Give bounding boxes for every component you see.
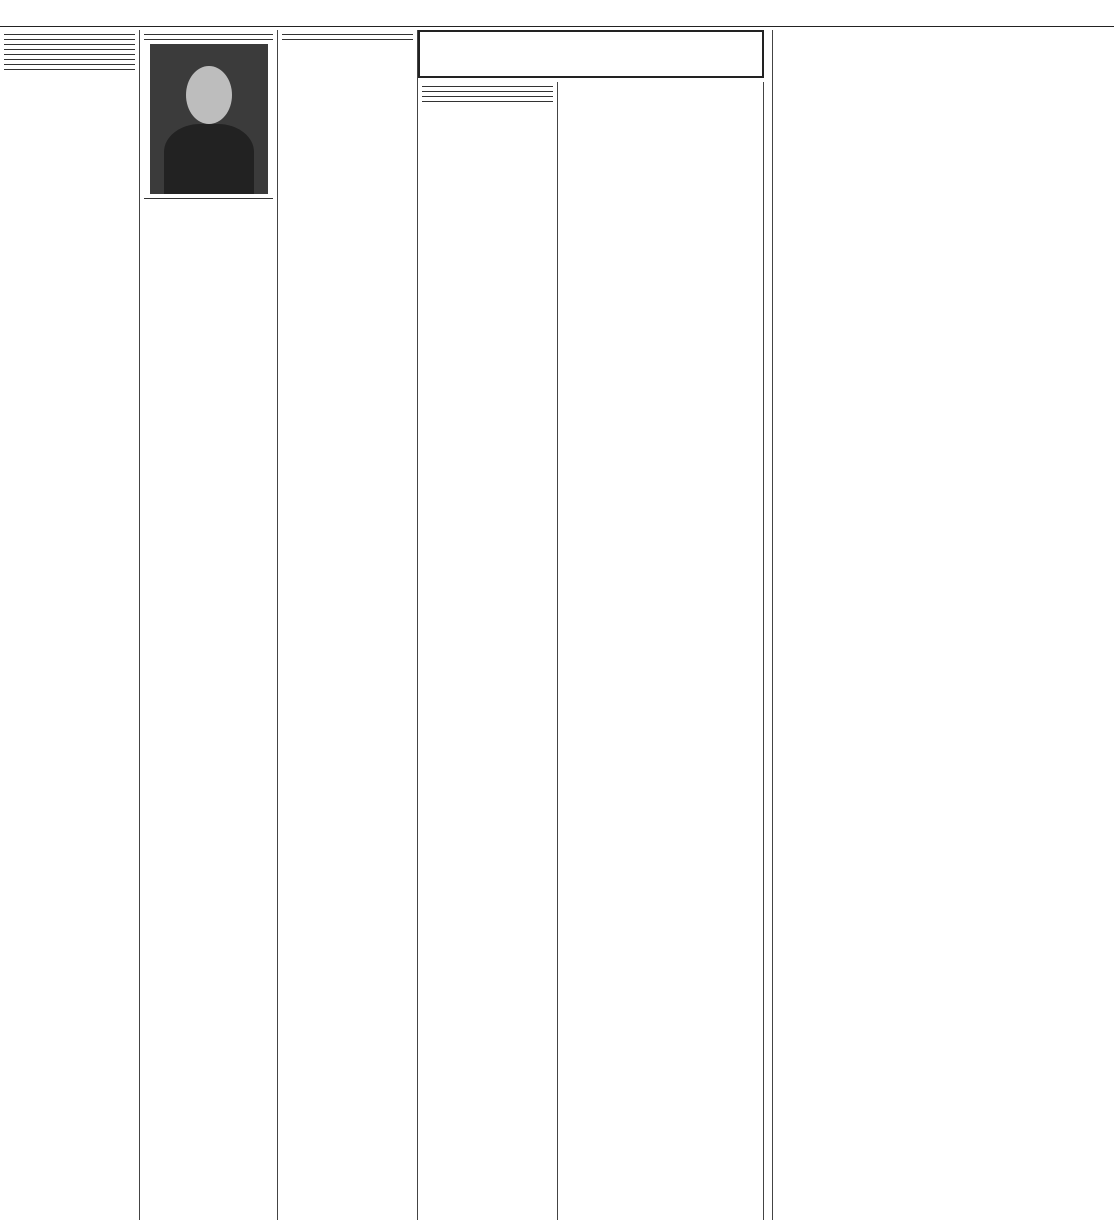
column-5 [558, 82, 764, 1220]
column-1 [0, 30, 140, 1220]
divider [4, 49, 135, 50]
divider [282, 34, 413, 35]
column-4 [418, 82, 558, 1220]
divider [422, 96, 553, 97]
column-2 [140, 30, 278, 1220]
divider [4, 34, 135, 35]
divider [4, 44, 135, 45]
portrait-face [186, 66, 232, 124]
divider [4, 69, 135, 70]
divider [422, 86, 553, 87]
column-3 [278, 30, 418, 1220]
divider [144, 198, 273, 199]
divider [4, 39, 135, 40]
divider [144, 34, 273, 35]
divider [4, 59, 135, 60]
divider [282, 39, 413, 40]
divider [144, 39, 273, 40]
divider [4, 64, 135, 65]
masthead [0, 0, 1114, 27]
divider [422, 91, 553, 92]
portrait-photo-duncan [150, 44, 268, 194]
turf-banner-box [418, 30, 764, 78]
portrait-body [164, 124, 254, 194]
divider [4, 54, 135, 55]
divider [422, 101, 553, 102]
